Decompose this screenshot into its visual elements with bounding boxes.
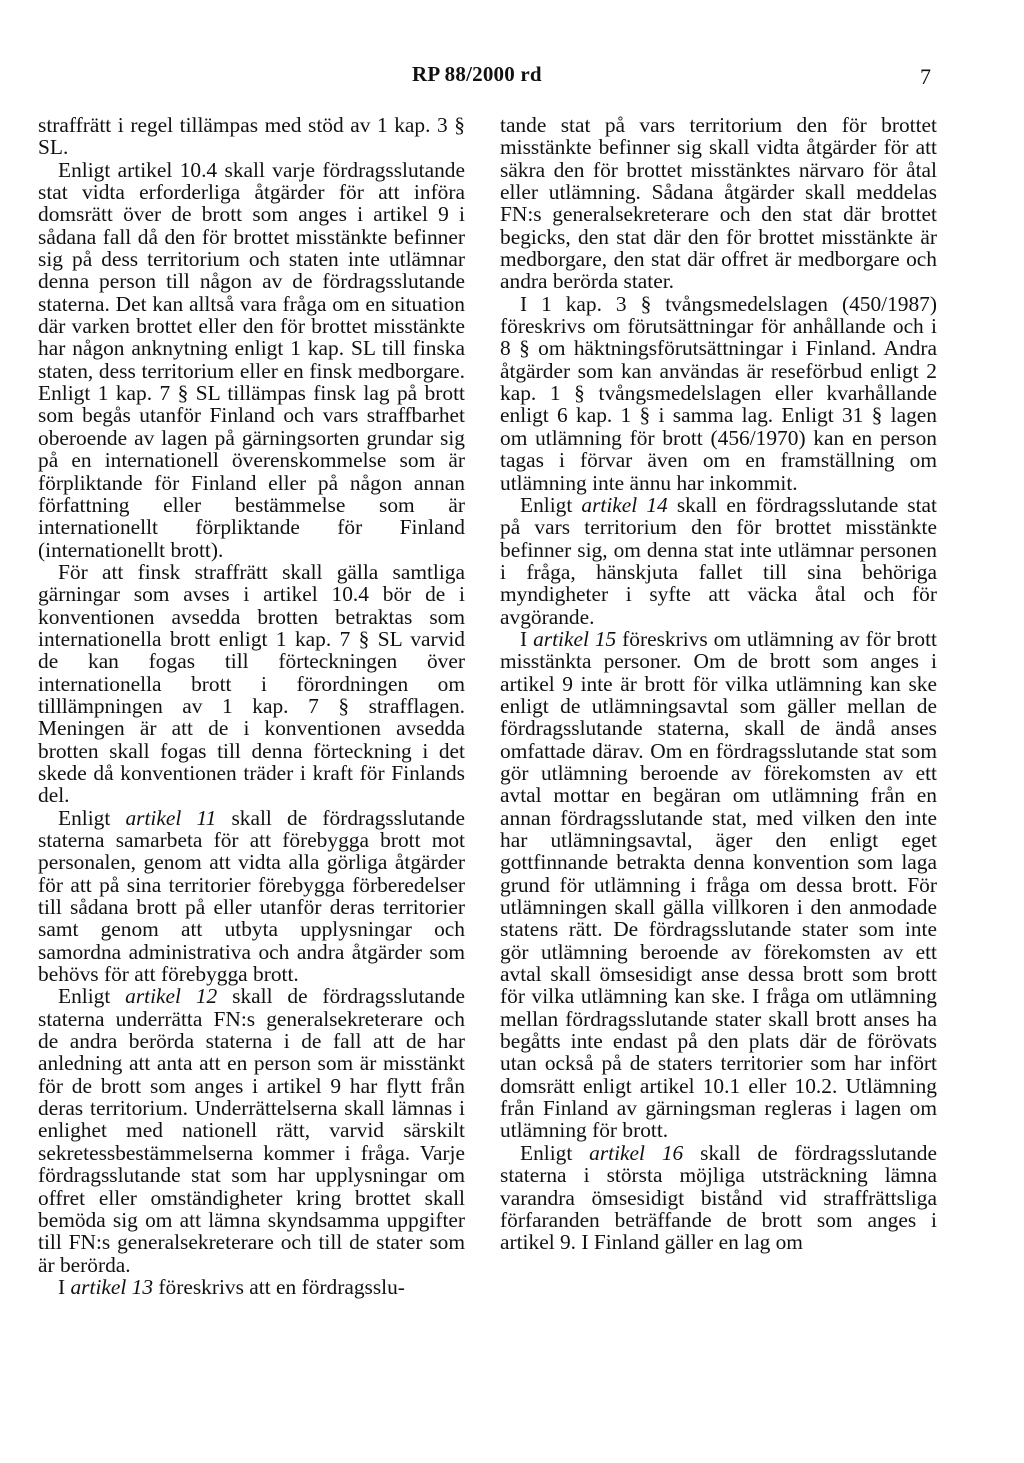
paragraph [38,1276,465,1298]
article-reference: artikel 12 [125,984,218,1009]
paragraph-text: skall en fördragsslutande stat på vars territorium den för brottet misstänkte befinner sig, om denna stat inte utlämnar personen i fråga, hänskjuta fallet till sina behöriga myndigheter i syfte att väcka åtal och för avgörande. [500,492,937,629]
paragraph [38,561,465,807]
paragraph-text: föreskrivs att en fördragsslu- [153,1274,405,1299]
paragraph-text: straffrätt i regel tillämpas med stöd av 1 kap. 3 § SL. [38,113,465,160]
paragraph-text: Enligt artikel 10.4 skall varje fördragsslutande stat vidta erforderliga åtgärder för att införa domsrätt över de brott som anges i artikel 9 i sådana fall då den för brottet misstänkte befinner sig på dess territorium och staten inte utlämnar denna person till någon av de fördragsslutande staterna. Det kan alltså vara fråga om en situation där varken brottet eller den för brottet misstänkte har någon anknytning enligt 1 kap. SL till finska staten, dess territorium eller en finsk medborgare. Enligt 1 kap. 7 § SL tillämpas finsk lag på brott som begås utanför Finland och vars straffbarhet oberoende av lagen på gärningsorten grundar sig på en internationell överenskommelse som är förpliktande för Finland eller på någon annan författning eller bestämmelse som är internationellt förpliktande för Finland (internationellt brott). [38,157,465,562]
page-number: 7 [920,64,931,89]
article-reference: artikel 13 [70,1274,154,1299]
paragraph [500,628,937,1142]
paragraph [38,985,465,1275]
paragraph-text: tande stat på vars territorium den för brottet misstänkte befinner sig skall vidta åtgärder för att säkra den för brottet misstänktes närvaro för åtal eller utlämning. Sådana åtgärder skall meddelas FN:s generalsekreterare och den stat där brottet begicks, den stat där den för brottet misstänkte är medborgare, den stat där offret är medborgare och andra berörda stater. [500,113,937,294]
document-reference: RP 88/2000 rd [412,62,542,86]
paragraph [500,1142,937,1254]
paragraph [38,807,465,986]
article-reference: artikel 15 [533,626,617,651]
article-reference: artikel 16 [589,1140,684,1165]
paragraph [500,293,937,494]
paragraph-text: För att finsk straffrätt skall gälla samtliga gärningar som avses i artikel 10.4 bör de i konventionen avsedda brotten betraktas som internationella brott enligt 1 kap. 7 § SL varvid de kan fogas till förteckningen över internationella brott i förordningen om tilllämpningen av 1 kap. 7 § strafflagen. Meningen är att de i konventionen avsedda brotten skall fogas till denna förteckning i det skede då konventionen träder i kraft för Finlands del. [38,559,465,808]
article-reference: artikel 11 [125,805,217,830]
left-column [38,114,465,1298]
paragraph-text: Enligt [520,1140,590,1165]
paragraph-text: skall de fördragsslutande staterna underrätta FN:s generalsekreterare och de andra berörda staterna i de fall att de har anledning att anta att en person som är misstänkt för de brott som anges i artikel 9 har flytt från deras territorium. Underrättelserna skall lämnas i enlighet med nationell rätt, varvid särskilt sekretessbestämmelserna kommer i fråga. Varje fördragsslutande stat som har upplysningar om offret eller omständigheter kring brottet skall bemöda sig om att lämna skyndsamma uppgifter till FN:s generalsekreterare och till de stater som är berörda. [38,984,465,1277]
paragraph-text: Enligt [58,984,126,1009]
paragraph [38,114,465,159]
paragraph [500,114,937,293]
paragraph-text: I [58,1274,71,1299]
paragraph-text: föreskrivs om utlämning av för brott misstänkta personer. Om de brott som anges i artikel 9 inte är brott för vilka utlämning kan ske enligt de utlämningsavtal som gäller mellan de fördragsslutande staterna, skall de ändå anses omfattade därav. Om en fördragsslutande stat som gör utlämning beroende av förekomsten av ett avtal mottar en begäran om utlämning från en annan fördragsslutande stat, med vilken den inte har utlämningsavtal, äger den enligt eget gottfinnande betrakta denna konvention som laga grund för utlämning i fråga om dessa brott. För utlämningen skall gälla villkoren i den anmodade statens rätt. De fördragsslutande stater som inte gör utlämning beroende av förekomsten av ett avtal skall ömsesidigt anse dessa brott som brott för vilka utlämning kan ske. I fråga om utlämning mellan fördragsslutande stater skall brott anses ha begåtts inte endast på den plats där de förövats utan också på de staters territorier som har infört domsrätt enligt artikel 10.1 eller 10.2. Utlämning från Finland av gärningsman regleras i lagen om utlämning för brott. [500,626,937,1143]
page-header [0,62,1024,92]
paragraph [38,159,465,561]
paragraph [500,494,937,628]
paragraph-text: skall de fördragsslutande staterna i största möjliga utsträckning lämna varandra ömsesidigt bistånd vid straffrättsliga förfaranden beträffande de brott som anges i artikel 9. I Finland gäller en lag om [500,1140,937,1255]
article-reference: artikel 14 [581,492,668,517]
paragraph-text: Enligt [58,805,126,830]
paragraph-text: I [520,626,534,651]
paragraph-text: skall de fördragsslutande staterna samarbeta för att förebygga brott mot personalen, genom att vidta alla görliga åtgärder för att på sina territorier förebygga förberedelser till sådana brott på eller utanför deras territorier samt genom att utbyta upplysningar och samordna administrativa och andra åtgärder som behövs för att förebygga brott. [38,805,465,987]
paragraph-text: I 1 kap. 3 § tvångsmedelslagen (450/1987) föreskrivs om förutsättningar för anhållande och i 8 § om häktningsförutsättningar i Finland. Andra åtgärder som kan användas är reseförbud enligt 2 kap. 1 § tvångsmedelslagen eller kvarhållande enligt 6 kap. 1 § i samma lag. Enligt 31 § lagen om utlämning för brott (456/1970) kan en person tagas i förvar även om en framställning om utlämning inte ännu har inkommit. [500,291,937,495]
paragraph-text: Enligt [520,492,582,517]
right-column [500,114,937,1254]
